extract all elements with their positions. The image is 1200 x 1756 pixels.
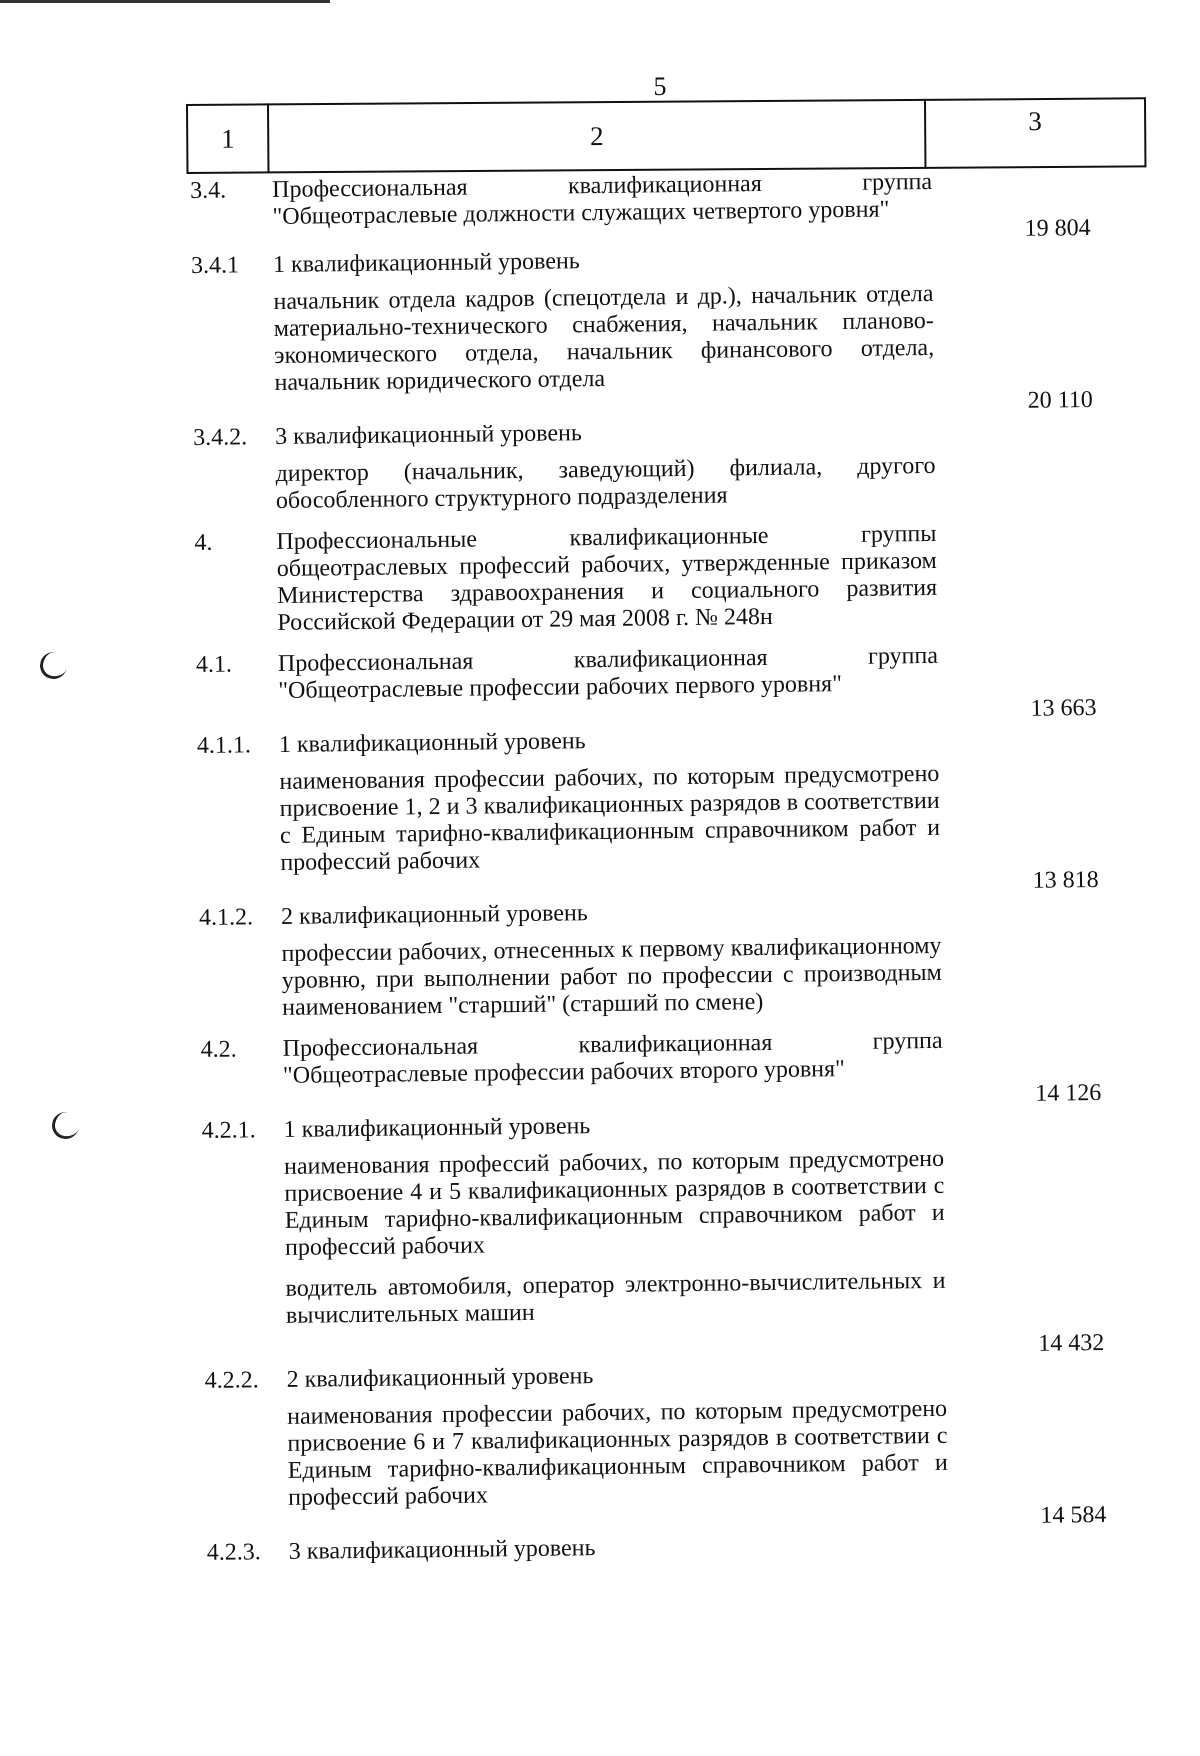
group-title: Профессиональная квалификационная группа "Общеотраслевые профессии рабочих второго уровня" bbox=[282, 1027, 943, 1089]
level-title: 1 квалификационный уровень bbox=[283, 1113, 591, 1143]
scan-edge-line bbox=[0, 0, 330, 3]
salary-value: 13 818 bbox=[1032, 866, 1099, 894]
document-body bbox=[190, 166, 1167, 1567]
level-description-extra: водитель автомобиля, оператор электронно-вычислительных и вычислительных машин bbox=[285, 1267, 946, 1329]
group-title: Профессиональная квалификационная группа "Общеотраслевые должности служащих четвертого уровня" bbox=[271, 168, 933, 230]
item-number: 4. bbox=[194, 529, 213, 556]
level-title: 1 квалификационный уровень bbox=[278, 728, 586, 758]
item-number: 3.4.2. bbox=[193, 424, 248, 451]
item-number: 4.2.1. bbox=[201, 1117, 256, 1144]
group-row-4 bbox=[194, 518, 1155, 638]
level-title: 3 квалификационный уровень bbox=[288, 1535, 596, 1565]
column-header-1: 1 bbox=[187, 104, 269, 173]
salary-value: 14 432 bbox=[1038, 1329, 1105, 1357]
level-title: 2 квалификационный уровень bbox=[286, 1363, 594, 1393]
item-number: 3.4. bbox=[190, 177, 227, 204]
item-number: 4.2. bbox=[200, 1036, 237, 1063]
salary-value: 13 663 bbox=[1030, 694, 1097, 722]
level-description: директор (начальник, заведующий) филиала, другого обособленного структурного подразделения bbox=[275, 452, 936, 514]
page-number: 5 bbox=[653, 72, 667, 101]
item-number: 4.2.2. bbox=[204, 1367, 259, 1394]
item-number: 4.1.1. bbox=[196, 732, 252, 759]
level-description: наименования профессий рабочих, по которым предусмотрено присвоение 4 и 5 квалификационных разрядов в соответствии с Единым тарифно-квалификационным справочником работ и профессий рабочих bbox=[283, 1145, 945, 1261]
punch-hole-mark bbox=[38, 650, 69, 681]
item-number: 4.1. bbox=[195, 651, 233, 678]
item-number: 3.4.1 bbox=[190, 252, 240, 279]
column-header-3: 3 bbox=[925, 98, 1146, 168]
item-number: 4.2.3. bbox=[206, 1539, 261, 1566]
level-description: профессии рабочих, отнесенных к первому квалификационному уровню, при выполнении работ по профессии с производным наименованием "старший" (старший по смене) bbox=[281, 932, 942, 1021]
level-title: 1 квалификационный уровень bbox=[272, 248, 580, 278]
column-header-table bbox=[186, 97, 1146, 174]
group-title: Профессиональные квалификационные группы общеотраслевых профессий рабочих, утвержденные приказом Министерства здравоохранения и социального развития Российской Федерации от 29 мая 2008 г. № 248н bbox=[276, 520, 938, 636]
level-description: начальник отдела кадров (спецотдела и др.), начальник отдела материально-технического снабжения, начальник планово-экономического отдела, начальник финансового отдела, начальник юридического отдела bbox=[273, 280, 935, 396]
salary-value: 14 126 bbox=[1035, 1079, 1102, 1107]
salary-value: 14 584 bbox=[1040, 1501, 1107, 1529]
salary-value: 20 110 bbox=[1027, 386, 1093, 414]
item-number: 4.1.2. bbox=[198, 904, 254, 931]
column-header-2: 2 bbox=[268, 100, 925, 173]
salary-value: 19 804 bbox=[1024, 215, 1091, 242]
level-description: наименования профессии рабочих, по которым предусмотрено присвоение 6 и 7 квалификационных разрядов в соответствии с Единым тарифно-квалификационным справочником работ и профессий рабочих bbox=[286, 1395, 948, 1511]
punch-hole-mark bbox=[50, 1110, 81, 1141]
level-description: наименования профессии рабочих, по которым предусмотрено присвоение 1, 2 и 3 квалификационных разрядов в соответствии с Единым тарифно-квалификационным справочником работ и профессий рабочих bbox=[279, 760, 941, 876]
level-title: 3 квалификационный уровень bbox=[275, 420, 582, 450]
level-title: 2 квалификационный уровень bbox=[280, 900, 588, 930]
group-title: Профессиональная квалификационная группа "Общеотраслевые профессии рабочих первого уровня" bbox=[277, 642, 939, 704]
